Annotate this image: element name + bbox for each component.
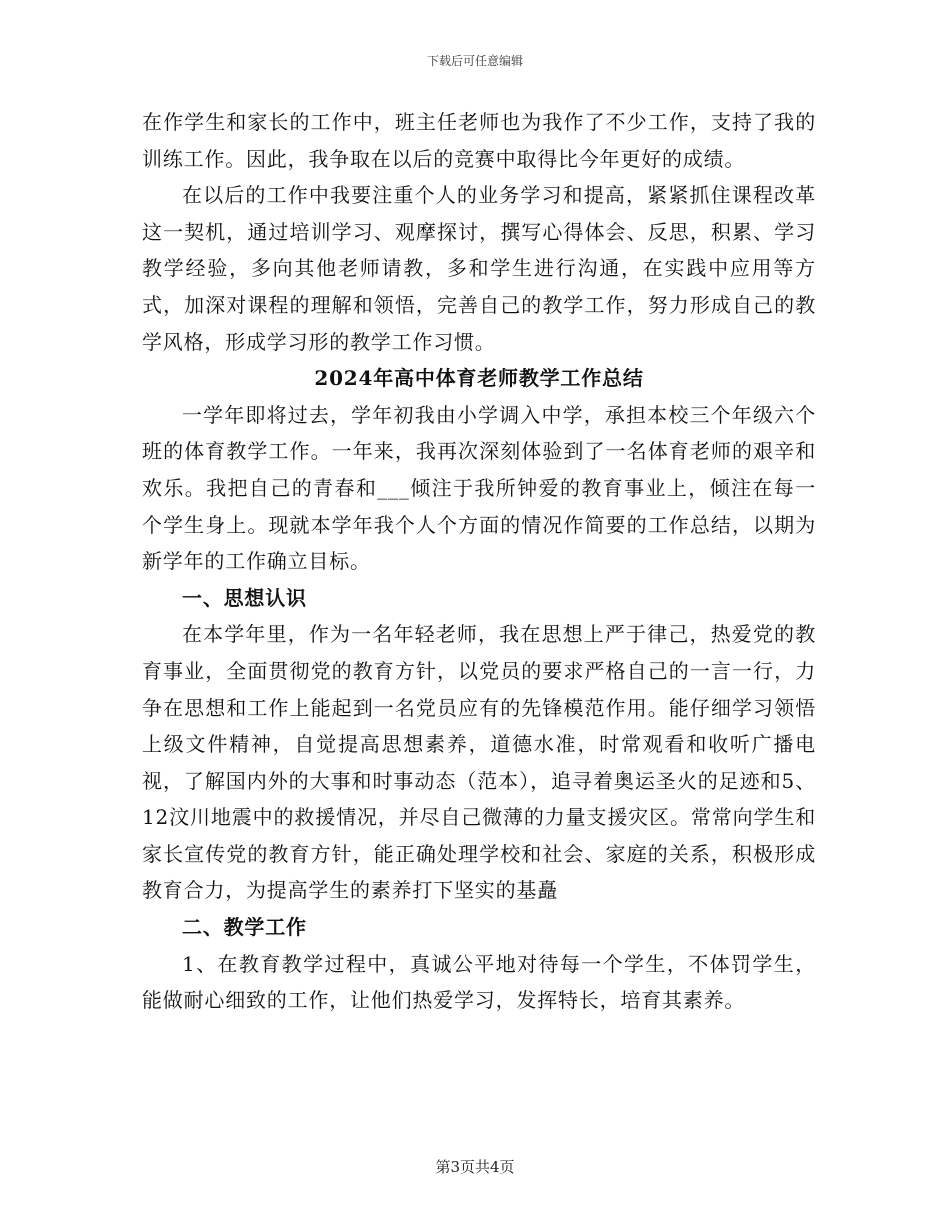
section-heading: 二、教学工作 [182, 915, 307, 940]
body-paragraph: 在作学生和家长的工作中，班主任老师也为我作了不少工作，支持了我的训练工作。因此，我争取在以后的竞赛中取得比今年更好的成绩。 [142, 110, 816, 171]
section-heading: 一、思想认识 [182, 585, 307, 610]
page-footer: 第3页共4页 [435, 1158, 515, 1176]
body-paragraph: 在以后的工作中我要注重个人的业务学习和提高，紧紧抓住课程改革这一契机，通过培训学习、观摩探讨，撰写心得体会、反思，积累、学习教学经验，多向其他老师请教，多和学生进行沟通，在实践中应用等方式，加深对课程的理解和领悟，完善自己的教学工作，努力形成自己的教学风格，形成学习形的教学工作习惯。 [142, 183, 816, 354]
section-title: 2024年高中体育老师教学工作总结 [314, 366, 644, 391]
document-body [142, 104, 816, 1019]
body-paragraph: 在本学年里，作为一名年轻老师，我在思想上严于律己，热爱党的教育事业，全面贯彻党的教育方针，以党员的要求严格自己的一言一行，力争在思想和工作上能起到一名党员应有的先锋模范作用。能仔细学习领悟上级文件精神，自觉提高思想素养，道德水准，时常观看和收听广播电视，了解国内外的大事和时事动态（范本），追寻着奥运圣火的足迹和5、12汶川地震中的救援情况，并尽自己微薄的力量支援灾区。常常向学生和家长宣传党的教育方针，能正确处理学校和社会、家庭的关系，积极形成教育合力，为提高学生的素养打下坚实的基矗 [142, 622, 816, 903]
body-paragraph: 一学年即将过去，学年初我由小学调入中学，承担本校三个年级六个班的体育教学工作。一年来，我再次深刻体验到了一名体育老师的艰辛和欢乐。我把自己的青春和___倾注于我所钟爱的教育事业上，倾注在每一个学生身上。现就本学年我个人个方面的情况作简要的工作总结，以期为新学年的工作确立目标。 [142, 402, 816, 574]
body-paragraph: 1、在教育教学过程中，真诚公平地对待每一个学生，不体罚学生，能做耐心细致的工作，让他们热爱学习，发挥特长，培育其素养。 [142, 951, 816, 1013]
page-header: 下载后可任意编辑 [426, 54, 523, 68]
